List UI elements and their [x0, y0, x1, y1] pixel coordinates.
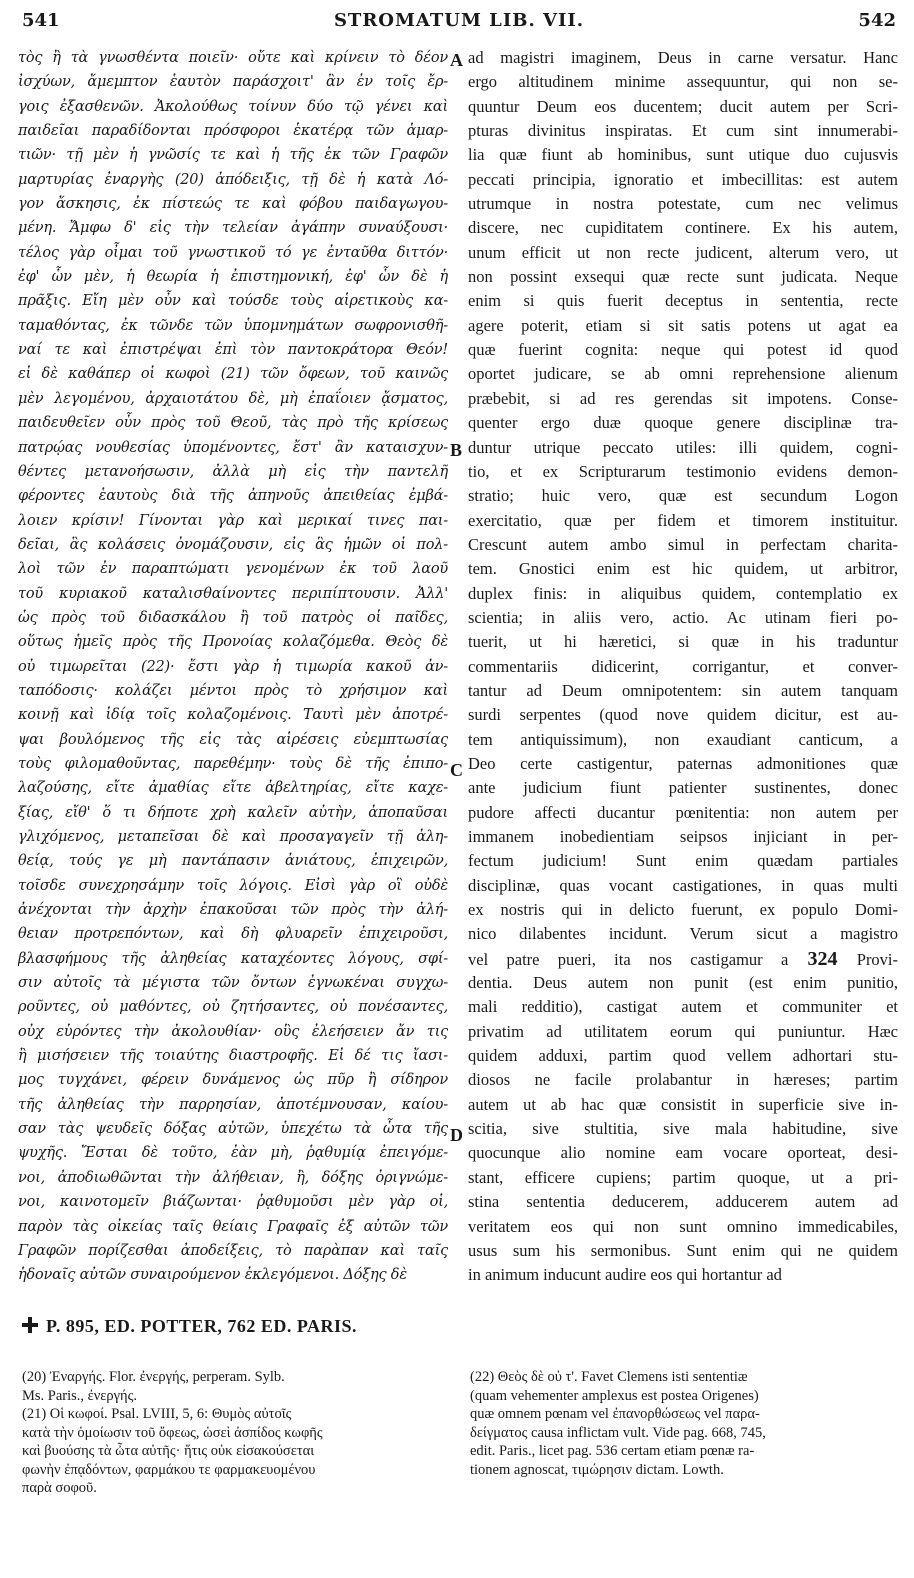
latin-text-line: ad magistri imaginem, Deus in carne versatur. Hanc [468, 48, 898, 67]
greek-text-line: τιῶν· τῇ μὲν ἡ γνῶσίς τε καὶ ἡ τῆς ἐκ τῶν Γραφῶν [18, 147, 448, 164]
latin-text-line: veritatem eos qui non sunt omnino immedicabiles, [468, 1216, 898, 1236]
latin-text-line: immanem inobedientiam seipsos injiciant in per- [468, 827, 898, 846]
latin-text-line: quuntur Deum eos ducentem; ducit autem per Scri- [468, 96, 898, 116]
margin-letter-d: D [450, 1125, 463, 1145]
footnote-line: edit. Paris., licet pag. 536 certam etiam pœnæ ra- [470, 1443, 755, 1459]
footnotes-left [22, 1368, 452, 1498]
greek-text-line: οὐ τιμωρεῖται (22)· ἔστι γὰρ ἡ τιμωρία κακοῦ ἀν- [18, 658, 448, 675]
greek-text-line: λαζούσης, εἴτε ἀμαθίας εἴτε ἀβελτηρίας, εἴτε καχε- [18, 780, 448, 797]
greek-text-line: γλιχόμενος, μεταπεῖσαι δὲ καὶ προσαγαγεῖν τῇ ἀλη- [18, 829, 448, 845]
footnote-line: (20) Ἐναργής. Flor. ἐνεργής, perperam. Sylb. [22, 1369, 285, 1385]
page-header [22, 10, 896, 38]
greek-text-line: ψυχῆς. Ἔσται δὲ τοῦτο, ἐὰν μὴ, ῥᾳθυμίᾳ ἐπειγόμε- [18, 1145, 448, 1162]
greek-text-line: ἐφ' ὧν μὲν, ἡ θεωρία ἡ ἐπιστημονική, ἐφ' ὧν δὲ ἡ [18, 269, 448, 286]
footnote-line: κατὰ τὴν ὁμοίωσιν τοῦ ὄφεως, ὡσεὶ ἀσπίδος κωφῆς [22, 1424, 323, 1441]
greek-text-line: γοις ἐξασθενῶν. Ἀκολούθως τοίνυν δύο τῷ γένει καὶ [18, 98, 448, 115]
latin-text-line: oportet judicare, se ab omni reprehensione alienum [468, 364, 898, 384]
footnote-line: καὶ βυούσης τὰ ὦτα αὐτῆς· ἥτις οὐκ εἰσακούσεται [22, 1443, 315, 1459]
latin-text-line: diosos ne facile prolabantur in hæreses; partim [468, 1070, 898, 1090]
greek-text-line: θέντες μετανοήσωσιν, ἀλλὰ μὴ εἰς τὴν παντελῆ [18, 463, 448, 480]
latin-text-line: stina sententia deducerem, adducerem autem ad [468, 1192, 898, 1212]
latin-text-line: enim si quis fuerit deceptus in sententia, recte [468, 291, 898, 311]
running-title: STROMATUM LIB. VII. [333, 10, 585, 31]
latin-text-line: discere, nec cupiditatem continere. Ex his autem, [468, 218, 898, 238]
greek-text-line: τὸς ἢ τὰ γνωσθέντα ποιεῖν· οὔτε καὶ κρίνειν τὸ δέον [18, 50, 448, 66]
latin-text-line: scientia; in aliis vero, actio. Ac utinam fieri po- [468, 607, 898, 627]
greek-text-line: πατρῴας νουθεσίας ὑπομένοντες, ἔστ' ἂν καταισχυν- [18, 439, 448, 456]
latin-text-line: duntur utrique peccato utiles: illi quidem, cogni- [468, 437, 898, 457]
page-number-right: 542 [858, 10, 896, 31]
footnote-line: (22) Θεὸς δὲ οὐ τ'. Favet Clemens isti sententiæ [470, 1369, 748, 1385]
latin-text-line: ex nostris qui in delicto fuerunt, ex populo Domi- [468, 900, 898, 920]
greek-text-line: θείᾳ, τούς γε μὴ παντάπασιν ἀνιάτους, ἐπιχειρῶν, [18, 853, 448, 870]
greek-text-line: ροῦντες, οὐ μαθόντες, οὐ ζητήσαντες, οὐ πονέσαντες, [18, 999, 448, 1016]
footnote-line: φωνὴν ἐπᾳδόντων, φαρμάκου τε φαρμακευομένου [22, 1461, 316, 1478]
greek-text-line: ἡδοναῖς αὐτῶν συναιρούμενον ἐκλεγόμενοι. Δόξης δὲ [18, 1267, 407, 1284]
latin-text-line: tem antiquissimum), non exaudiant canticum, a [468, 729, 898, 749]
latin-text-line: usus sum his sermonibus. Sunt enim qui ne quidem [468, 1240, 898, 1260]
latin-text-line: lia quæ fiunt ab hominibus, sunt utique duo cujusvis [468, 145, 898, 165]
greek-text-column [18, 46, 448, 1288]
margin-letter-c: C [450, 760, 463, 780]
greek-text-line: μὲν λεγομένου, ἀρχαιοτάτου δὲ, μὴ ἐπαΐοιεν ᾄσματος, [18, 390, 448, 407]
greek-text-line: μος τυγχάνει, φέρειν δυνάμενος ὡς πῦρ ἢ σίδηρον [18, 1072, 448, 1089]
latin-text-line: dentia. Deus autem non punit (est enim punitio, [468, 973, 898, 993]
greek-text-line: σαν τὰς ψευδεῖς δόξας αὐτῶν, ὑπεχέτω τὰ ὦτα τῆς [18, 1121, 448, 1138]
greek-text-line: ναί τε καὶ ἐπιστρέψαι ἐπὶ τὸν παντοκράτορα Θεόν! [18, 342, 448, 359]
footnotes-right [470, 1368, 898, 1479]
greek-text-line: Γραφῶν πορίζεσθαι ἀποδείξεις, τὸ παρὰπαν καὶ ταῖς [18, 1242, 448, 1259]
footnote-line: tionem agnoscat, τιμώρησιν dictam. Lowth. [470, 1461, 724, 1478]
inline-page-number-suffix: Provi- [856, 949, 898, 969]
latin-text-line: ante judicium fiunt patienter sustinentes, donec [468, 778, 898, 798]
greek-text-line: θειαν προτρεπόντων, καὶ δὴ φλυαρεῖν ἐπιχειροῦσι, [18, 926, 448, 943]
greek-text-line: τοὺς φιλομαθοῦντας, παρεθέμην· τοὺς δὲ τῆς ἐπιπο- [18, 755, 448, 772]
latin-text-line: agere poterit, etiam si sit satis potens ut agat ea [468, 315, 898, 335]
margin-letter-a: A [450, 50, 463, 70]
latin-text-line: quidem adduxi, partim quod vellem adhortari stu- [468, 1046, 898, 1066]
greek-text-line: τοῖσδε συνεχρησάμην τοῖς λόγοις. Εἰσὶ γὰρ οἳ οὐδὲ [18, 877, 448, 894]
edition-text: P. 895, ED. POTTER, 762 ED. PARIS. [46, 1316, 358, 1336]
latin-text-line: pturas divinitus inspiratas. Et cum sint innumerabi- [468, 121, 898, 141]
latin-text-line: scitia, sive stultitia, sive mala habitudine, sive [468, 1119, 898, 1139]
latin-text-line: commentariis didicerint, corrigantur, et conver- [468, 656, 898, 676]
greek-text-line: σιν αὐτοῖς τὰ μέγιστα τῶν ὄντων ἐγνωκέναι συγχω- [18, 975, 448, 992]
greek-text-line: λοιεν κρίσιν! Γίνονται γὰρ καὶ μερικαί τινες παι- [18, 512, 448, 529]
greek-text-line: μένη. Ἄμφω δ' εἰς τὴν τελείαν ἀγάπην συναύξουσι· [18, 220, 448, 237]
greek-text-line: ψαι βουλόμενος τῆς εἰς τὰς αἱρέσεις εὐεμπτωσίας [18, 731, 448, 748]
page-number-left: 541 [22, 10, 60, 31]
cross-icon [22, 1317, 38, 1333]
greek-text-line: οὕτως ἡμεῖς πρὸς τῆς Προνοίας κολαζόμεθα. Θεὸς δὲ [18, 634, 448, 651]
greek-text-line: λοὶ τῶν ἐν παραπτώματι γενομένων ἐκ τοῦ λαοῦ [18, 561, 448, 578]
greek-text-line: πρᾶξις. Εἴη μὲν οὖν καὶ τούσδε τοὺς αἱρετικοὺς κα- [18, 293, 448, 310]
edition-reference [22, 1316, 357, 1337]
latin-text-line: quenter ergo duæ quoque genere disciplinæ tra- [468, 413, 898, 433]
greek-text-line: δεῖαι, ἃς κολάσεις ὀνομάζουσιν, εἰς ἃς ἡμῶν οἱ πολ- [18, 536, 448, 553]
latin-text-line: exercitatio, quæ per fidem et timorem instituitur. [468, 510, 898, 530]
greek-text-line: γον ἄσκησις, ἐκ πίστεώς τε καὶ φόβου παιδαγωγου- [18, 196, 448, 213]
latin-text-line: mali redditio), castigat autem et communiter et [468, 997, 898, 1017]
latin-text-line: autem ut ab hac quæ consistit in superficie sive in- [468, 1094, 898, 1114]
footnote-line: παρὰ σοφοῦ. [22, 1480, 97, 1496]
latin-text-line: privatim ad utilitatem eorum qui puniuntur. Hæc [468, 1021, 898, 1041]
latin-text-line: quæ fuerint cognita: neque qui potest id quod [468, 340, 898, 360]
latin-text-line: duplex finis: in aliquibus quidem, contemplatio ex [468, 583, 898, 603]
latin-text-line: stratio; huic vero, quæ est secundum Logon [468, 486, 898, 506]
footnote-line: δείγματος causa inflictam vult. Vide pag. 668, 745, [470, 1424, 766, 1441]
latin-text-line: utrumque in nostra potestate, cum nec velimus [468, 194, 898, 214]
latin-text-line: Crescunt autem ambo simul in perfectam charita- [468, 534, 898, 554]
latin-text-line: unum efficit ut non recte judicent, alterum vero, ut [468, 242, 898, 262]
latin-text-line: tantur ad Deum omnipotentem: sin autem tanquam [468, 680, 898, 700]
latin-text-line: vel patre pueri, ita nos castigamur a 324 Provi- [468, 947, 898, 970]
latin-text-line: surdi serpentes (quod nove quidem dicitur, est au- [468, 705, 898, 725]
greek-text-line: ταμαθόντας, ἐκ τῶνδε τῶν ὑπομνημάτων σωφρονισθῆ- [18, 317, 448, 334]
greek-text-line: τοῦ κυριακοῦ καταλισθαίνοντες περιπίπτουσιν. Ἀλλ' [18, 585, 448, 602]
greek-text-line: κοινῇ καὶ ἰδίᾳ τοῖς κολαζομένοις. Ταυτὶ μὲν ἀποτρέ- [18, 707, 448, 724]
margin-letter-b: B [450, 440, 463, 460]
greek-text-line: ἰσχύων, ἄμεμπτον ἑαυτὸν παράσχοιτ' ἂν ἐν τοῖς ἔρ- [18, 74, 448, 91]
greek-text-line: παρὸν τὰς οἰκείας ταῖς θείαις Γραφαῖς ἐξ αὐτῶν τῶν [18, 1218, 448, 1235]
greek-text-line: οὐχ εὑρόντες τὴν ἀκολουθίαν· οὓς ἐλεήσειεν ἄν τις [18, 1023, 448, 1040]
latin-text-line: non possint exsequi quæ recte sunt judicata. Neque [468, 267, 898, 287]
greek-text-line: εἰ δὲ καθάπερ οἱ κωφοὶ (21) τῶν ὄφεων, τοῦ καινῶς [18, 366, 448, 383]
greek-text-line: νοι, καινοτομεῖν βιάζωνται· ῥᾳθυμοῦσι μὲν γὰρ οἱ, [18, 1194, 448, 1211]
footnote-line: (quam vehementer amplexus est postea Origenes) [470, 1387, 759, 1404]
latin-text-line: tuerit, ut hi hæretici, si quæ in his traduntur [468, 632, 898, 652]
greek-text-line: παιδευθεῖεν οὖν πρὸς τοῦ Θεοῦ, τὰς πρὸ τῆς κρίσεως [18, 415, 448, 432]
latin-text-line: tio, et ex Scripturarum testimonio evidens demon- [468, 461, 898, 481]
greek-text-line: φέροντες ἑαυτοὺς διὰ τῆς ἀπηνοῦς ἀπειθείας ἐμβά- [18, 488, 448, 505]
latin-text-line: nico dilabentes incidunt. Verum sicut a magistro [468, 924, 898, 944]
greek-text-line: νοι, ἀποδιωθῶνται τὴν ἀλήθειαν, ἢ, δόξης ὀριγνώμε- [18, 1169, 448, 1186]
greek-text-line: ξίας, εἴθ' ὅ τι δήποτε χρὴ καλεῖν αὐτὴν, ἀποπαῦσαι [18, 804, 448, 821]
greek-text-line: ἀνέχονται τὴν ἀρχὴν ἐπακοῦσαι τῶν πρὸς τὴν ἀλή- [18, 902, 448, 919]
latin-text-column [468, 46, 898, 1288]
greek-text-line: τέλος γὰρ οἶμαι τοῦ γνωστικοῦ τό γε ἐνταῦθα διττόν· [18, 244, 448, 261]
greek-text-line: βλασφήμους τῆς ἀληθείας καταχέοντες λόγους, σφί- [18, 950, 448, 967]
footnote-line: quæ omnem pœnam vel ἐπανορθώσεως vel παρα- [470, 1406, 760, 1422]
latin-text-line: in animum inducunt audire eos qui hortantur ad [468, 1265, 782, 1285]
greek-text-line: ὡς πρὸς τοῦ διδασκάλου ἢ τοῦ πατρὸς οἱ παῖδες, [18, 609, 448, 626]
latin-text-line: peccati principia, ignoratio et imbecillitas: est autem [468, 169, 898, 189]
latin-text-line: ergo altitudinem minime assequuntur, qui non se- [468, 72, 898, 92]
footnote-line: Ms. Paris., ἐνεργής. [22, 1387, 137, 1404]
inline-page-number: 324 [788, 947, 857, 970]
footnote-line: (21) Οἱ κωφοί. Psal. LVIII, 5, 6: Θυμὸς αὐτοῖς [22, 1406, 292, 1422]
greek-text-line: τῆς ἀληθείας τὴν παρρησίαν, ἀποτέμνουσαν, καίου- [18, 1096, 448, 1113]
latin-text-line: quocunque alio nomine eam vocare oporteat, desi- [468, 1143, 898, 1163]
greek-text-line: μαρτυρίας ἐναργὴς (20) ἀπόδειξις, τῇ δὲ ἡ κατὰ Λό- [18, 171, 448, 188]
greek-text-line: ταπόδοσις· κολάζει μέντοι πρὸς τὸ χρήσιμον καὶ [18, 682, 448, 699]
latin-text-line: præbebit, si ad res gerendas sit impotens. Conse- [468, 388, 898, 408]
latin-text-line: disciplinæ, quas vocant castigationes, in quas multi [468, 875, 898, 895]
greek-text-line: ἢ μισήσειεν τῆς τοιαύτης διαστροφῆς. Εἰ δέ τις ἴασι- [18, 1048, 448, 1065]
latin-text-line: fectum judicium! Sunt enim quædam partiales [468, 851, 898, 871]
latin-text-line: pudore affecti ducantur pœnitentia: non autem per [468, 802, 898, 822]
latin-text-line: Deo certe castigentur, paternas admonitiones quæ [468, 753, 898, 773]
greek-text-line: παιδεῖαι παραδίδονται πρόσφοροι ἑκατέρᾳ τῶν ἁμαρ- [18, 123, 448, 140]
latin-text-line: stant, efficere cupiens; partim quoque, ut a pri- [468, 1167, 898, 1187]
latin-text-line: tem. Gnostici enim est hic quidem, ut arbitror, [468, 559, 898, 579]
